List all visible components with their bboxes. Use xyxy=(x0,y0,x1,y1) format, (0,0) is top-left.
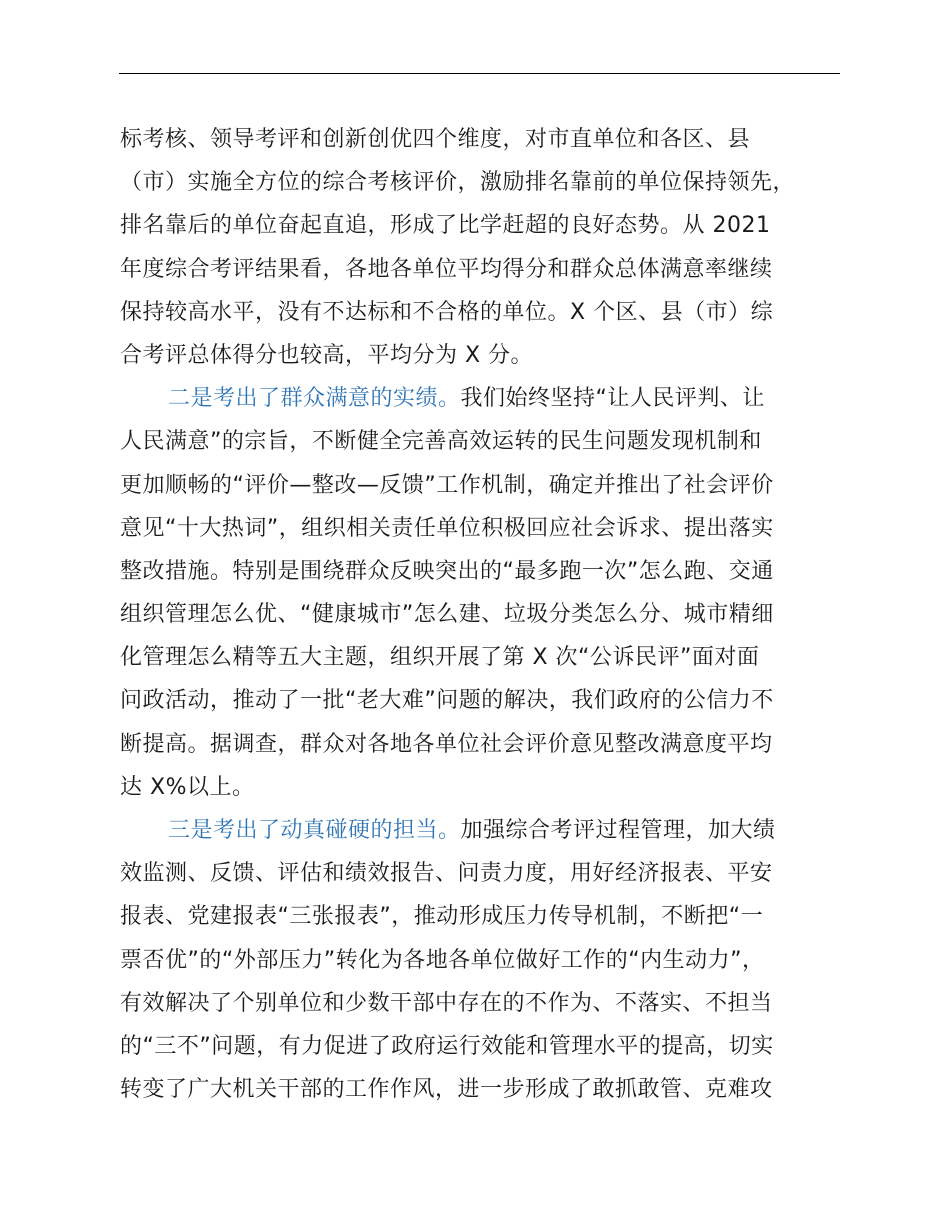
text-line: 人民满意”的宗旨，不断健全完善高效运转的民生问题发现机制和 xyxy=(120,429,762,455)
text-line: 组织管理怎么优、“健康城市”怎么建、垃圾分类怎么分、城市精细 xyxy=(120,602,774,628)
text-line: 保持较高水平，没有不达标和不合格的单位。X 个区、县（市）综 xyxy=(120,299,774,325)
text-line: 票否优”的“外部压力”转化为各地各单位做好工作的“内生动力”， xyxy=(120,947,765,973)
text-line: 问政活动，推动了一批“老大难”问题的解决，我们政府的公信力不 xyxy=(120,688,774,714)
paragraph-first-line xyxy=(120,809,842,852)
text-line: 排名靠后的单位奋起直追，形成了比学赶超的良好态势。从 2021 xyxy=(120,213,771,239)
paragraph-first-line xyxy=(120,377,842,420)
section-heading: 三是考出了动真碰硬的担当。 xyxy=(168,818,461,843)
text-line: 年度综合考评结果看，各地各单位平均得分和群众总体满意率继续 xyxy=(120,256,773,282)
section-heading: 二是考出了群众满意的实绩。 xyxy=(168,386,461,412)
text-line: 标考核、领导考评和创新创优四个维度，对市直单位和各区、县 xyxy=(120,127,751,152)
text-span: 我们始终坚持“让人民评判、让 xyxy=(460,386,765,412)
header-rule xyxy=(119,73,840,74)
text-line: 整改措施。特别是围绕群众反映突出的“最多跑一次”怎么跑、交通 xyxy=(120,558,774,584)
text-line: 更加顺畅的“评价—整改—反馈”工作机制，确定并推出了社会评价 xyxy=(120,472,774,498)
text-line: （市）实施全方位的综合考核评价，激励排名靠前的单位保持领先， xyxy=(120,170,796,196)
text-line: 有效解决了个别单位和少数干部中存在的不作为、不落实、不担当 xyxy=(120,990,773,1016)
text-line: 效监测、反馈、评估和绩效报告、问责力度，用好经济报表、平安 xyxy=(120,861,773,887)
text-line: 化管理怎么精等五大主题，组织开展了第 X 次“公诉民评”面对面 xyxy=(120,645,760,671)
text-line: 合考评总体得分也较高，平均分为 X 分。 xyxy=(120,342,534,368)
text-line: 意见“十大热词”，组织相关责任单位积极回应社会诉求、提出落实 xyxy=(120,515,774,541)
body-text xyxy=(120,118,842,1111)
text-line: 报表、党建报表“三张报表”，推动形成压力传导机制，不断把“一 xyxy=(120,904,764,930)
text-line: 的“三不”问题，有力促进了政府运行效能和管理水平的提高，切实 xyxy=(120,1033,774,1059)
text-line: 转变了广大机关干部的工作作风，进一步形成了敢抓敢管、克难攻 xyxy=(120,1077,773,1103)
text-line: 达 X%以上。 xyxy=(120,774,255,800)
text-span: 加强综合考评过程管理，加大绩 xyxy=(460,818,776,843)
text-line: 断提高。据调查，群众对各地各单位社会评价意见整改满意度平均 xyxy=(120,731,773,757)
